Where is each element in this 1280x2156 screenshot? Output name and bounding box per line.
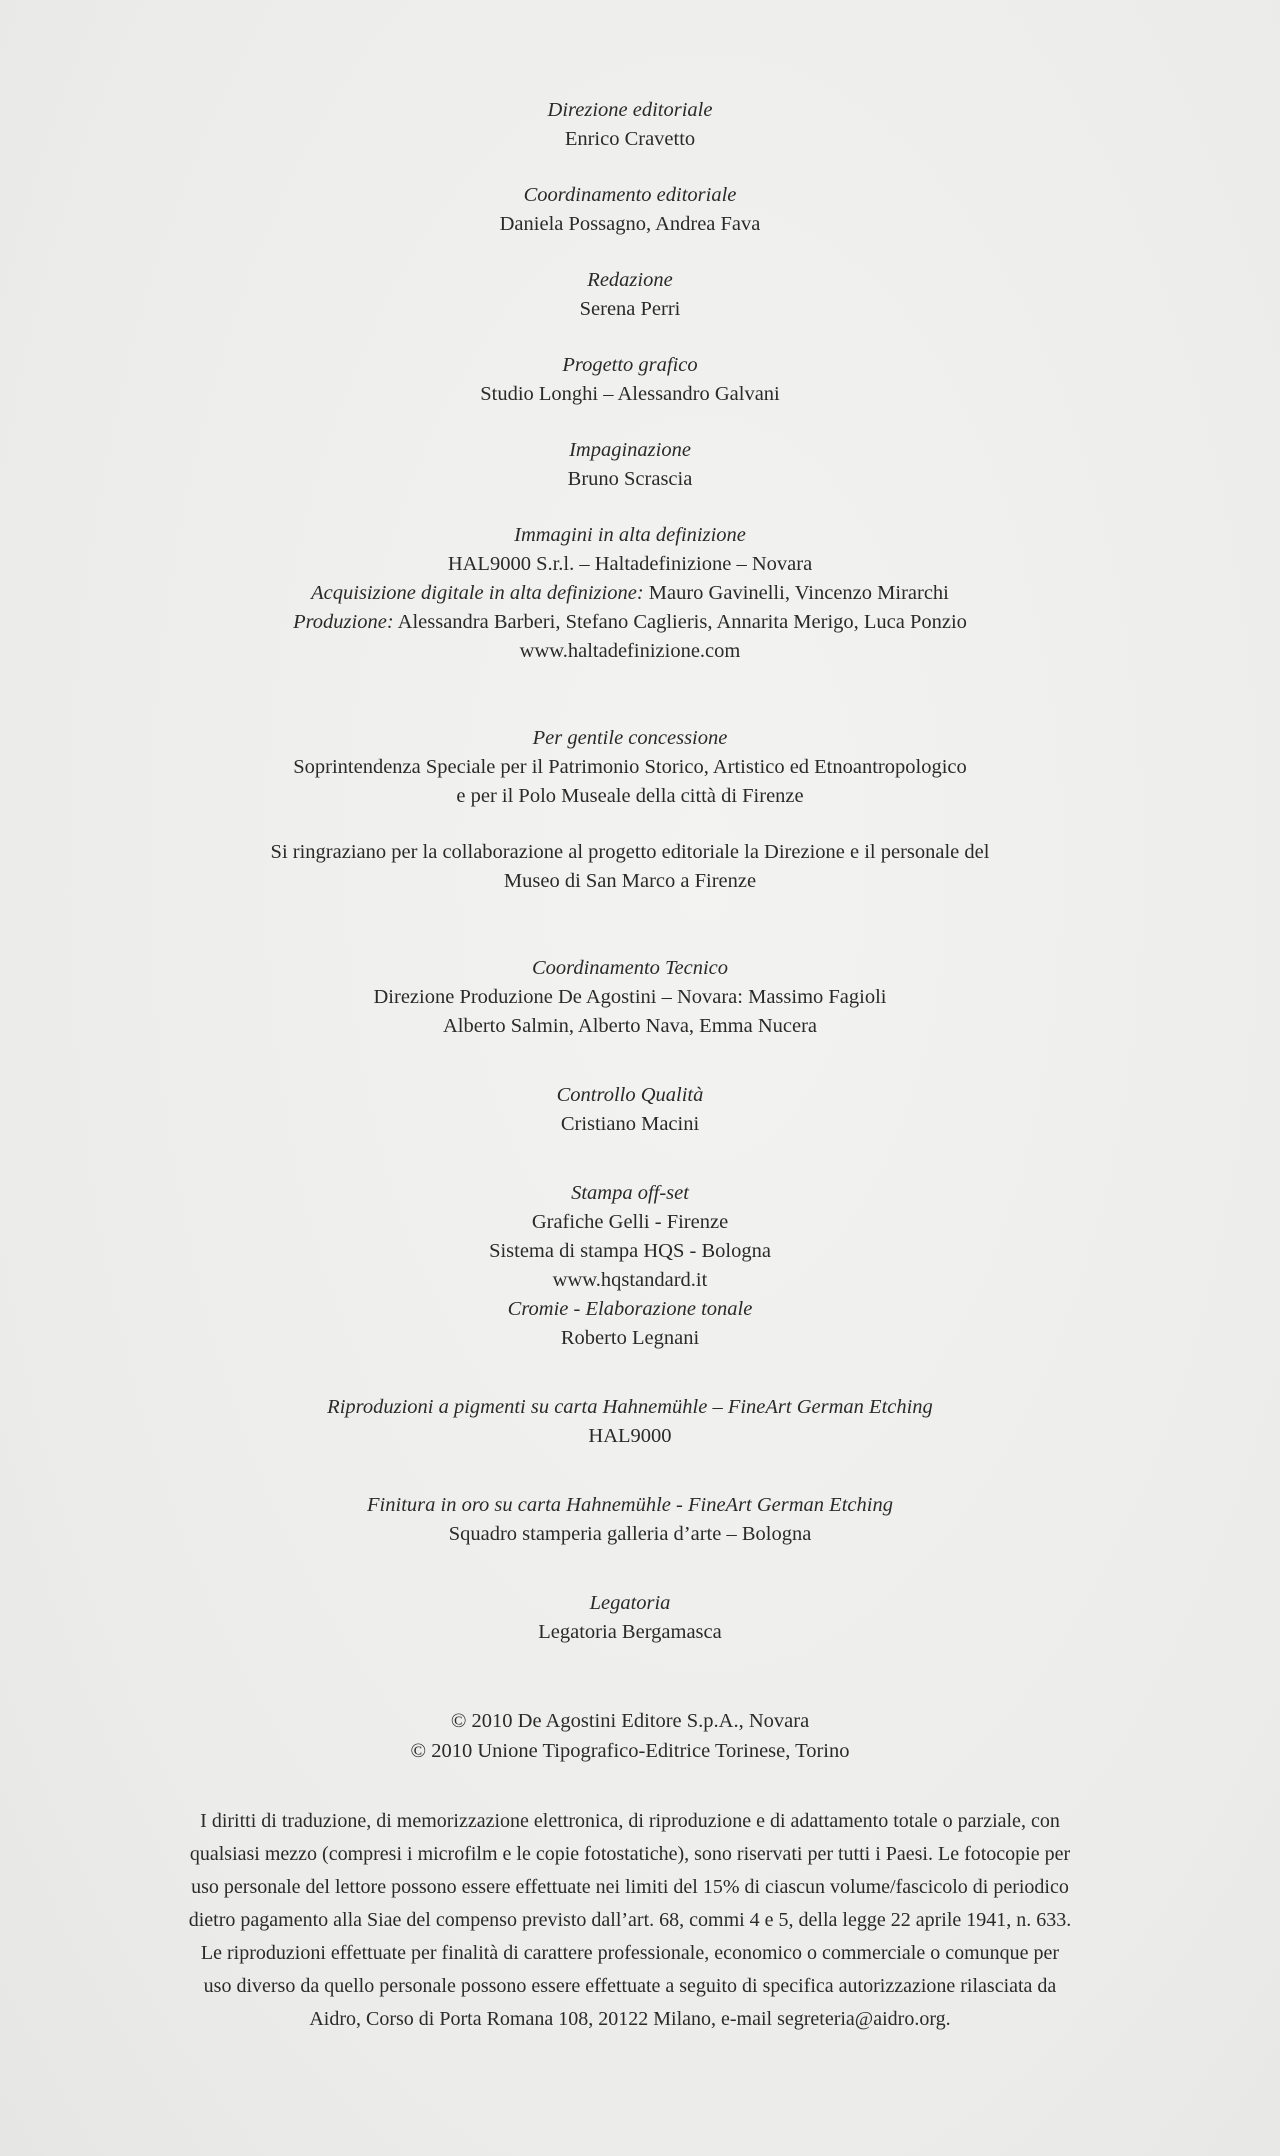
- credit-name: Sistema di stampa HQS - Bologna: [489, 1240, 771, 1262]
- credit-coordinamento-editoriale: [0, 181, 1260, 239]
- rights-line: Le riproduzioni effettuate per finalità di carattere professionale, economico o commerciale o comunque per: [200, 1942, 1060, 1964]
- credit-progetto-grafico: [0, 351, 1260, 409]
- credit-acquisizione-label: Acquisizione digitale in alta definizione:: [311, 582, 644, 604]
- copyright-line: © 2010 Unione Tipografico-Editrice Torinese, Torino: [410, 1740, 850, 1762]
- credit-name: Legatoria Bergamasca: [538, 1621, 722, 1643]
- credit-ringraziamenti: [0, 838, 1260, 896]
- rights-line: Aidro, Corso di Porta Romana 108, 20122 Milano, e-mail segreteria@aidro.org.: [309, 2008, 951, 2030]
- credit-name: Direzione Produzione De Agostini – Novara: Massimo Fagioli: [373, 986, 887, 1008]
- credit-name: Soprintendenza Speciale per il Patrimonio Storico, Artistico ed Etnoantropologico: [293, 756, 967, 778]
- credit-cromie-heading: Cromie - Elaborazione tonale: [507, 1298, 753, 1320]
- credit-acquisizione-value: Mauro Gavinelli, Vincenzo Mirarchi: [643, 582, 949, 604]
- credit-heading: Coordinamento Tecnico: [531, 957, 729, 979]
- credit-name: Squadro stamperia galleria d’arte – Bologna: [448, 1523, 812, 1545]
- credit-heading: Riproduzioni a pigmenti su carta Hahnemühle – FineArt German Etching: [327, 1396, 933, 1418]
- rights-line: dietro pagamento alla Siae del compenso previsto dall’art. 68, commi 4 e 5, della legge 22 aprile 1941, n. 633.: [188, 1909, 1072, 1931]
- credit-name: Roberto Legnani: [560, 1327, 700, 1349]
- credit-name: e per il Polo Museale della città di Firenze: [456, 785, 804, 807]
- credit-immagini-alta-definizione: [0, 521, 1260, 666]
- credits-section: [0, 96, 1260, 1674]
- credit-name: Cristiano Macini: [560, 1113, 700, 1135]
- credit-heading: Direzione editoriale: [547, 99, 713, 121]
- credit-controllo-qualita: [0, 1081, 1260, 1139]
- credit-produzione-label: Produzione:: [293, 611, 394, 633]
- credit-heading: Stampa off-set: [571, 1182, 689, 1204]
- rights-line: I diritti di traduzione, di memorizzazione elettronica, di riproduzione e di adattamento totale o parziale, con: [200, 1810, 1060, 1832]
- credit-heading: Per gentile concessione: [532, 727, 728, 749]
- credit-thanks-line: Museo di San Marco a Firenze: [503, 870, 757, 892]
- credit-name: Grafiche Gelli - Firenze: [531, 1211, 729, 1233]
- credit-legatoria: [0, 1589, 1260, 1647]
- credit-heading: Redazione: [587, 269, 673, 291]
- credit-heading: Progetto grafico: [562, 354, 698, 376]
- credit-name: HAL9000 S.r.l. – Haltadefinizione – Novara: [447, 553, 813, 575]
- rights-line: uso personale del lettore possono essere effettuate nei limiti del 15% di ciascun volume/fascicolo di periodico: [191, 1876, 1069, 1898]
- credit-produzione-value: Alessandra Barberi, Stefano Caglieris, Annarita Merigo, Luca Ponzio: [393, 611, 967, 633]
- credit-direzione-editoriale: [0, 96, 1260, 154]
- credit-impaginazione: [0, 436, 1260, 494]
- rights-notice: [120, 1805, 1140, 2036]
- credit-thanks-line: Si ringraziano per la collaborazione al progetto editoriale la Direzione e il personale del: [270, 841, 990, 863]
- credit-finitura: [0, 1491, 1260, 1549]
- credit-name: Daniela Possagno, Andrea Fava: [499, 213, 761, 235]
- copyright-section: [0, 1706, 1260, 1766]
- credit-heading: Legatoria: [589, 1592, 671, 1614]
- credit-stampa: [0, 1179, 1260, 1353]
- credit-url: www.haltadefinizione.com: [519, 640, 741, 662]
- credit-heading: Impaginazione: [569, 439, 691, 461]
- rights-line: uso diverso da quello personale possono essere effettuate a seguito di specifica autorizzazione rilasciata da: [203, 1975, 1057, 1997]
- credit-name: Enrico Cravetto: [564, 128, 696, 150]
- rights-line: qualsiasi mezzo (compresi i microfilm e le copie fotostatiche), sono riservati per tutti i Paesi. Le fotocopie per: [189, 1843, 1071, 1865]
- credit-name: Serena Perri: [579, 298, 681, 320]
- credit-redazione: [0, 266, 1260, 324]
- credit-coordinamento-tecnico: [0, 954, 1260, 1041]
- credit-url: www.hqstandard.it: [552, 1269, 708, 1291]
- credit-heading: Coordinamento editoriale: [523, 184, 737, 206]
- credit-name: Studio Longhi – Alessandro Galvani: [480, 383, 780, 405]
- credit-heading: Controllo Qualità: [556, 1084, 704, 1106]
- credit-produzione: [0, 608, 1260, 637]
- credit-name: Alberto Salmin, Alberto Nava, Emma Nucera: [442, 1015, 817, 1037]
- credit-riproduzioni: [0, 1393, 1260, 1451]
- credit-name: HAL9000: [588, 1425, 672, 1447]
- credit-name: Bruno Scrascia: [567, 468, 693, 490]
- credit-heading: Finitura in oro su carta Hahnemühle - FineArt German Etching: [367, 1494, 893, 1516]
- credit-acquisizione: [0, 579, 1260, 608]
- copyright-line: © 2010 De Agostini Editore S.p.A., Novara: [450, 1710, 810, 1732]
- credit-heading: Immagini in alta definizione: [514, 524, 746, 546]
- credit-concessione: [0, 724, 1260, 811]
